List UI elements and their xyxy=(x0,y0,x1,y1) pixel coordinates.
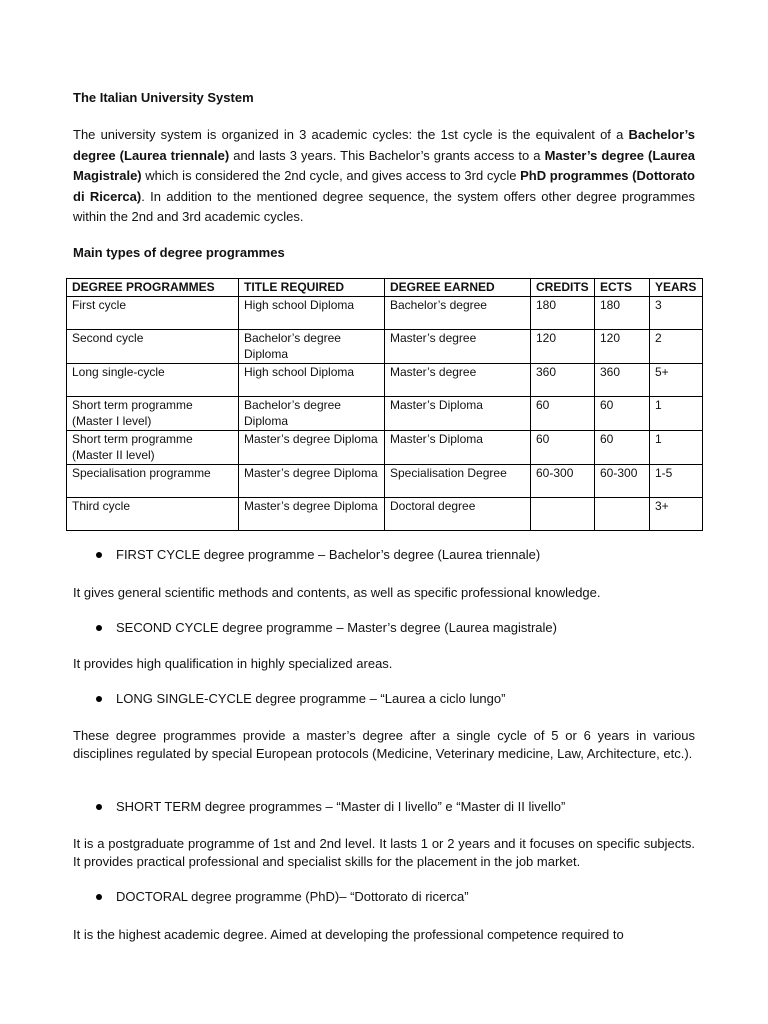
bullet-dot-icon xyxy=(96,552,102,558)
table-cell: Master’s degree Diploma xyxy=(239,430,385,464)
intro-paragraph xyxy=(73,125,695,228)
table-cell: Bachelor’s degree Diploma xyxy=(239,329,385,363)
table-cell: 60-300 xyxy=(531,464,595,497)
bullet-dot-icon xyxy=(96,804,102,810)
table-heading: Main types of degree programmes xyxy=(73,245,285,260)
table-cell: Master’s degree xyxy=(385,363,531,396)
table-row xyxy=(67,430,703,464)
table-cell: 120 xyxy=(531,329,595,363)
table-cell: Master’s Diploma xyxy=(385,430,531,464)
table-cell: Short term programme (Master II level) xyxy=(67,430,239,464)
column-header: TITLE REQUIRED xyxy=(239,279,385,297)
table-cell: Third cycle xyxy=(67,497,239,530)
section-paragraph: It is a postgraduate programme of 1st and 2nd level. It lasts 1 or 2 years and it focuses on specific subjects. It provides practical professional and specialist skills for the placement in the job market. xyxy=(73,836,695,869)
table-row xyxy=(67,329,703,363)
table-cell: 60-300 xyxy=(595,464,650,497)
bullet-item-second-cycle xyxy=(96,620,557,635)
bullet-text: SECOND CYCLE degree programme – Master’s degree (Laurea magistrale) xyxy=(116,620,557,635)
column-header: DEGREE EARNED xyxy=(385,279,531,297)
table-cell: Bachelor’s degree xyxy=(385,296,531,329)
table-cell: High school Diploma xyxy=(239,363,385,396)
table-cell: Master’s degree Diploma xyxy=(239,497,385,530)
column-header: ECTS xyxy=(595,279,650,297)
table-cell: 60 xyxy=(595,396,650,430)
table-cell: Specialisation programme xyxy=(67,464,239,497)
table-cell: 1 xyxy=(650,396,703,430)
table-cell: Second cycle xyxy=(67,329,239,363)
table-cell: Specialisation Degree xyxy=(385,464,531,497)
intro-text-4: . In addition to the mentioned degree sequence, the system offers other degree programmes within the 2nd and 3rd academic cycles. xyxy=(73,188,695,224)
table-cell: 60 xyxy=(595,430,650,464)
table-cell: 360 xyxy=(531,363,595,396)
table-cell: 2 xyxy=(650,329,703,363)
table-cell: 3 xyxy=(650,296,703,329)
bullet-text: LONG SINGLE-CYCLE degree programme – “Laurea a ciclo lungo” xyxy=(116,691,506,706)
table-cell: 1 xyxy=(650,430,703,464)
bullet-dot-icon xyxy=(96,625,102,631)
table-row xyxy=(67,464,703,497)
document-title: The Italian University System xyxy=(73,90,254,105)
section-paragraph: These degree programmes provide a master’s degree after a single cycle of 5 or 6 years in various disciplines regulated by special European protocols (Medicine, Veterinary medicine, Law, Architecture, etc.). xyxy=(73,728,695,761)
section-paragraph: It provides high qualification in highly specialized areas. xyxy=(73,656,393,671)
table-cell: 5+ xyxy=(650,363,703,396)
degree-table xyxy=(66,278,703,531)
bullet-text: SHORT TERM degree programmes – “Master di I livello” e “Master di II livello” xyxy=(116,799,566,814)
table-cell: 60 xyxy=(531,430,595,464)
table-cell: High school Diploma xyxy=(239,296,385,329)
table-cell xyxy=(595,497,650,530)
table-cell: Long single-cycle xyxy=(67,363,239,396)
bullet-text: FIRST CYCLE degree programme – Bachelor’s degree (Laurea triennale) xyxy=(116,547,541,562)
table-cell: Bachelor’s degree Diploma xyxy=(239,396,385,430)
table-cell: 60 xyxy=(531,396,595,430)
table-cell xyxy=(531,497,595,530)
intro-text-1: The university system is organized in 3 academic cycles: the 1st cycle is the equivalent of a xyxy=(73,127,629,142)
table-cell: Master’s degree Diploma xyxy=(239,464,385,497)
column-header: DEGREE PROGRAMMES xyxy=(67,279,239,297)
table-cell: First cycle xyxy=(67,296,239,329)
table-cell: 3+ xyxy=(650,497,703,530)
intro-text-3: which is considered the 2nd cycle, and gives access to 3rd cycle xyxy=(141,168,521,183)
bullet-item-long-single-cycle xyxy=(96,691,505,706)
table-cell: Master’s Diploma xyxy=(385,396,531,430)
intro-bold-bachelor: Bachelor’s degree (Laurea triennale) xyxy=(73,127,695,163)
table-cell: 180 xyxy=(595,296,650,329)
table-cell: 120 xyxy=(595,329,650,363)
bullet-text: DOCTORAL degree programme (PhD)– “Dottorato di ricerca” xyxy=(116,889,469,904)
table-cell: Master’s degree xyxy=(385,329,531,363)
table-row xyxy=(67,497,703,530)
bullet-item-short-term xyxy=(96,799,565,814)
table-cell: Doctoral degree xyxy=(385,497,531,530)
bullet-dot-icon xyxy=(96,894,102,900)
section-paragraph: It gives general scientific methods and contents, as well as specific professional knowledge. xyxy=(73,585,601,600)
table-row xyxy=(67,396,703,430)
intro-text-2: and lasts 3 years. This Bachelor’s grants access to a xyxy=(229,147,545,163)
table-row xyxy=(67,363,703,396)
bullet-item-first-cycle xyxy=(96,547,540,562)
table-cell: 1-5 xyxy=(650,464,703,497)
column-header: YEARS xyxy=(650,279,703,297)
table-cell: 180 xyxy=(531,296,595,329)
table-header-row xyxy=(67,279,703,297)
table-cell: 360 xyxy=(595,363,650,396)
table-row xyxy=(67,296,703,329)
section-paragraph: It is the highest academic degree. Aimed at developing the professional competence required to xyxy=(73,927,624,942)
bullet-item-doctoral xyxy=(96,889,469,904)
table-cell: Short term programme (Master I level) xyxy=(67,396,239,430)
column-header: CREDITS xyxy=(531,279,595,297)
bullet-dot-icon xyxy=(96,696,102,702)
intro-bold-phd: PhD programmes (Dottorato di Ricerca) xyxy=(73,168,695,204)
intro-bold-master: Master’s degree (Laurea Magistrale) xyxy=(73,147,695,183)
